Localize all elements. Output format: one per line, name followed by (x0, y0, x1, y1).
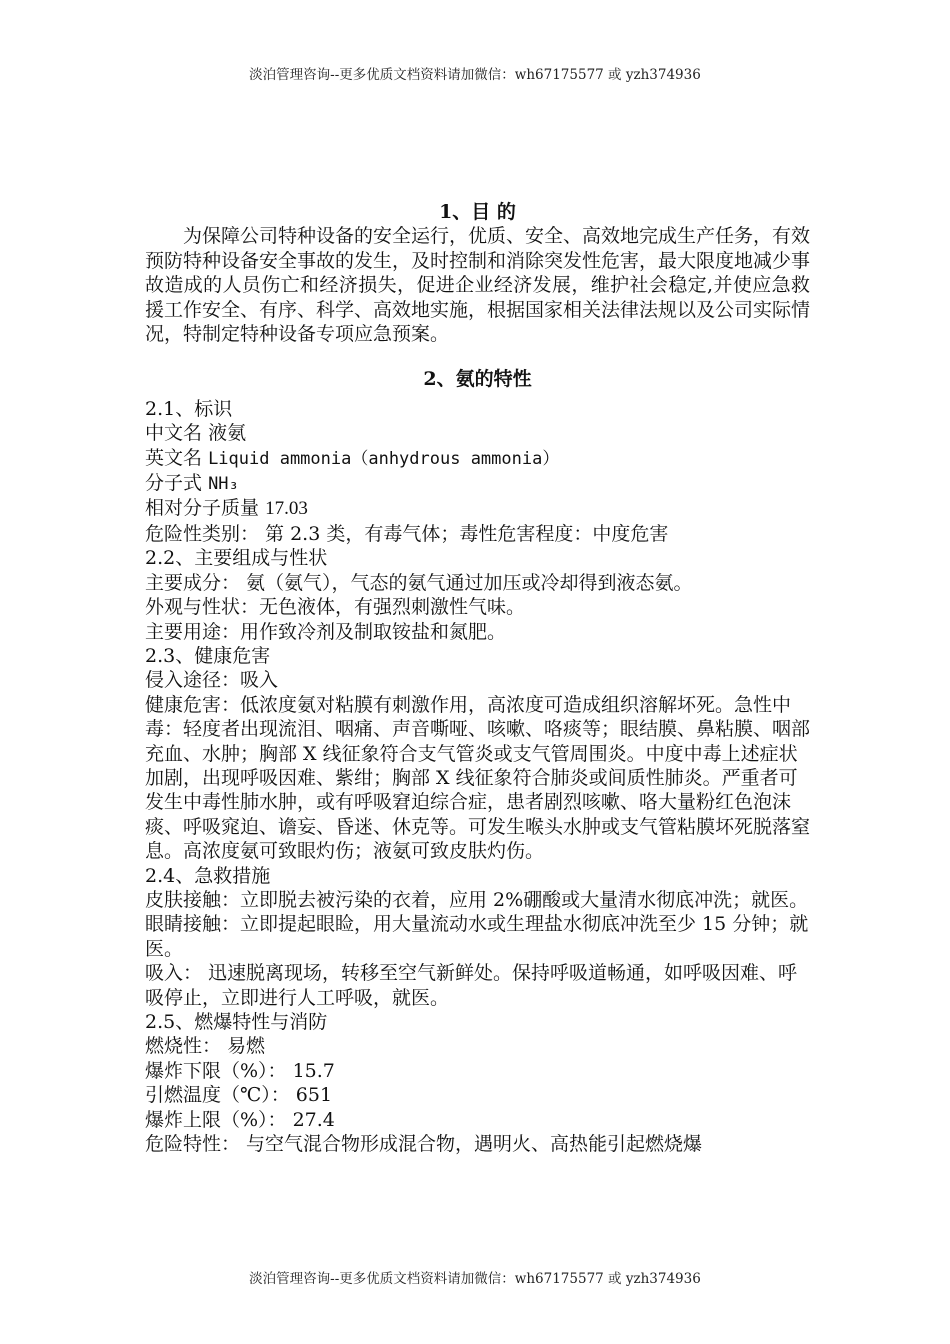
english-name-label: 英文名 (145, 446, 203, 469)
purpose-paragraph: 为保障公司特种设备的安全运行，优质、安全、高效地完成生产任务，有效预防特种设备安全事故的发生，及时控制和消除突发性危害，最大限度地减少事故造成的人员伤亡和经济损失，促进企业经济发展，维护社会稳定,并使应急救援工作安全、有序、科学、高效地实施，根据国家相关法律法规以及公司实际情况，特制定特种设备专项应急预案。 (145, 225, 811, 346)
lower-explosion-limit-line: 爆炸下限（%）： 15.7 (145, 1059, 335, 1082)
formula-label: 分子式 (145, 472, 203, 495)
health-hazard-paragraph: 健康危害：低浓度氨对粘膜有刺激作用，高浓度可造成组织溶解坏死。急性中毒：轻度者出现流泪、咽痛、声音嘶哑、咳嗽、咯痰等；眼结膜、鼻粘膜、咽部充血、水肿；胸部 X 线征象符合支气管炎或支气管周围炎。中度中毒上述症状加剧，出现呼吸因难、紫绀；胸部 X 线征象符合肺炎或间质性肺炎。严重者可发生中毒性肺水肿，或有呼吸窘迫综合症，患者剧烈咳嗽、咯大量粉红色泡沫痰、呼吸窕迫、谵妄、昏迷、休克等。可发生喉头水肿或支气管粘膜坏死脱落窒息。高浓度氨可致眼灼伤；液氨可致皮肤灼伤。 (145, 693, 811, 863)
molecular-mass-value: 17.03 (265, 498, 308, 520)
subsection-2-3-title: 2.3、健康危害 (145, 644, 271, 667)
ignition-temperature-line: 引燃温度（℃）： 651 (145, 1084, 333, 1107)
eye-contact-paragraph: 眼睛接触：立即提起眼睑，用大量流动水或生理盐水彻底冲洗至少 15 分钟；就医。 (145, 913, 809, 960)
flammability-line: 燃烧性： 易燃 (145, 1035, 266, 1058)
chinese-name-value: 液氨 (208, 422, 247, 445)
molecular-mass-label: 相对分子质量 (145, 497, 260, 520)
page-header: 淡泊管理咨询--更多优质文档资料请加微信：wh67175577 或 yzh374936 (249, 67, 701, 83)
chinese-name-label: 中文名 (145, 422, 203, 445)
formula-line (145, 471, 810, 496)
inhalation-paragraph: 吸入： 迅速脱离现场，转移至空气新鲜处。保持呼吸道畅通，如呼吸因难、呼吸停止，立即进行人工呼吸，就医。 (145, 962, 798, 1009)
page-footer: 淡泊管理咨询--更多优质文档资料请加微信：wh67175577 或 yzh374936 (249, 1271, 701, 1287)
chinese-name-line (145, 421, 810, 445)
molecular-mass-line (145, 496, 810, 521)
subsection-2-1-title: 2.1、标识 (145, 397, 233, 420)
skin-contact-paragraph: 皮肤接触：立即脱去被污染的衣着，应用 2%硼酸或大量清水彻底冲洗；就医。 (145, 888, 809, 911)
upper-explosion-limit-line: 爆炸上限（%）： 27.4 (145, 1108, 335, 1131)
subsection-2-4-title: 2.4、急救措施 (145, 864, 271, 887)
formula-value: NH₃ (208, 474, 239, 495)
subsection-2-5-title: 2.5、燃爆特性与消防 (145, 1011, 328, 1033)
subsection-2-2-title: 2.2、主要组成与性状 (145, 547, 328, 570)
document-body (145, 200, 810, 1156)
route-line: 侵入途径：吸入 (145, 669, 279, 692)
section-2-title: 2、氨的特性 (423, 368, 532, 391)
section-1-title: 1、目 的 (439, 201, 516, 223)
hazard-class-line: 危险性类别： 第 2.3 类，有毒气体；毒性危害程度：中度危害 (145, 522, 669, 545)
composition-line: 主要成分： 氨（氨气），气态的氨气通过加压或冷却得到液态氨。 (145, 571, 693, 594)
usage-line: 主要用途：用作致冷剂及制取铵盐和氮肥。 (145, 620, 507, 643)
english-name-line (145, 446, 810, 471)
english-name-value: Liquid ammonia（anhydrous ammonia） (208, 448, 560, 469)
danger-characteristics-line: 危险特性： 与空气混合物形成混合物，遇明火、高热能引起燃烧爆 (145, 1133, 703, 1156)
appearance-line: 外观与性状：无色液体，有强烈刺激性气味。 (145, 596, 526, 619)
